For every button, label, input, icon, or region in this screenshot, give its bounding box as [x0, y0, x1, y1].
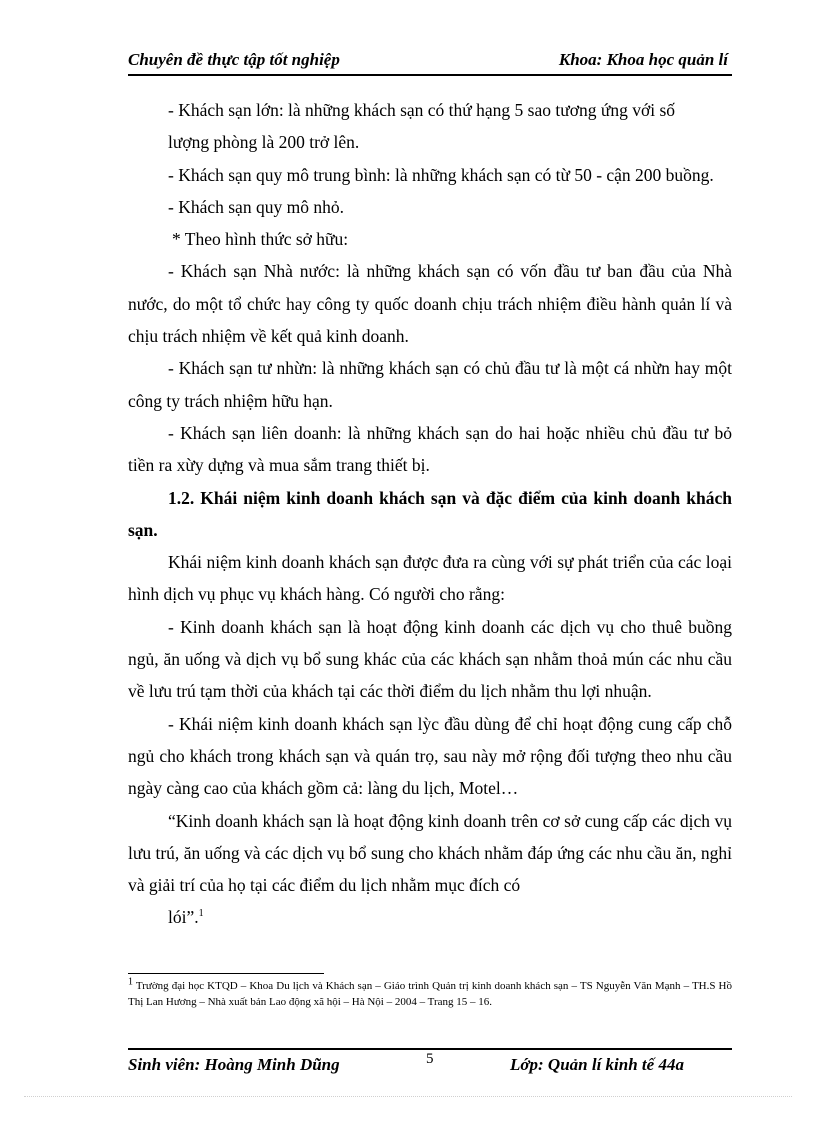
footnote-text: Trường đại học KTQD – Khoa Du lịch và Khách sạn – Giáo trình Quản trị kinh doanh khách sạn – TS Nguyễn Văn Mạnh – TH.S Hồ Thị Lan Hương – Nhà xuất bản Lao động xã hội – Hà Nội – 2004 – Trang 15 – 16. [128, 980, 732, 1008]
paragraph-joint-venture-hotel: - Khách sạn liên doanh: là những khách sạn do hai hoặc nhiều chủ đầu tư bỏ tiền ra xừy dựng và mua sắm trang thiết bị. [128, 422, 732, 476]
footnote-reference[interactable]: 1 [198, 908, 204, 920]
quote-end-text: lói”. [168, 907, 199, 928]
footnote-divider [128, 973, 324, 974]
paragraph-large-hotel: - Khách sạn lớn: là những khách sạn có thứ hạng 5 sao tương ứng với số [168, 100, 676, 120]
paragraph-ownership-heading: * Theo hình thức sở hữu: [172, 229, 349, 250]
footnote [128, 978, 732, 1010]
footer-class: Lớp: Quản lí kinh tế 44a [510, 1055, 684, 1074]
header-report-title: Chuyên đề thực tập tốt nghiệp [128, 50, 340, 69]
paragraph-concept-definition: - Kinh doanh khách sạn là hoạt động kinh doanh các dịch vụ cho thuê buồng ngủ, ăn uống và dịch vụ bổ sung khác của các khách sạn nhằm thoả mún các nhu cầu về lưu trú tạm thời của khách tại các thời điểm du lịch nhằm thu lợi nhuận. [128, 616, 732, 702]
footnote-number: 1 [128, 976, 133, 988]
paragraph-quote-end [128, 901, 732, 933]
header-faculty: Khoa: Khoa học quản lí [558, 50, 728, 69]
paragraph-state-hotel: - Khách sạn Nhà nước: là những khách sạn có vốn đầu tư ban đầu của Nhà nước, do một tổ chức hay công ty quốc doanh chịu trách nhiệm điều hành quản lí và chịu trách nhiệm về kết quả kinh doanh. [128, 261, 732, 347]
page-footer [128, 1048, 732, 1080]
paragraph-private-hotel: - Khách sạn tư nhừn: là những khách sạn có chủ đầu tư là một cá nhừn hay một công ty trách nhiệm hữu hạn. [128, 358, 732, 411]
paragraph-concept-origin: - Khái niệm kinh doanh khách sạn lỳc đầu dùng để chỉ hoạt động cung cấp chỗ ngủ cho khách trong khách sạn và quán trọ, sau này mở rộng đối tượng theo nhu cầu ngày càng cao của khách gồm cả: làng du lịch, Motel… [128, 713, 732, 799]
page-bottom-border [24, 1096, 792, 1097]
paragraph-medium-hotel: - Khách sạn quy mô trung bình: là những khách sạn có từ 50 - cận 200 buồng. [168, 164, 714, 185]
paragraph-concept-intro: Khái niệm kinh doanh khách sạn được đưa ra cùng với sự phát triển của các loại hình dịch vụ phục vụ khách hàng. Có người cho rằng: [128, 552, 732, 605]
paragraph-large-hotel-cont: lượng phòng là 200 trở lên. [168, 132, 360, 153]
page-header [128, 48, 732, 76]
section-heading-1-2: 1.2. Khái niệm kinh doanh khách sạn và đặc điểm của kinh doanh khách sạn. [128, 487, 732, 540]
footer-student-name: Sinh viên: Hoàng Minh Dũng [128, 1055, 340, 1074]
document-body [128, 94, 732, 934]
paragraph-quote: “Kinh doanh khách sạn là hoạt động kinh doanh trên cơ sở cung cấp các dịch vụ lưu trú, ăn uống và các dịch vụ bổ sung cho khách nhằm đáp ứng các nhu cầu ăn, nghỉ và giải trí của họ tại các điểm du lịch nhằm mục đích có [128, 810, 732, 896]
paragraph-small-hotel: - Khách sạn quy mô nhỏ. [168, 196, 344, 217]
page-number: 5 [426, 1051, 434, 1067]
